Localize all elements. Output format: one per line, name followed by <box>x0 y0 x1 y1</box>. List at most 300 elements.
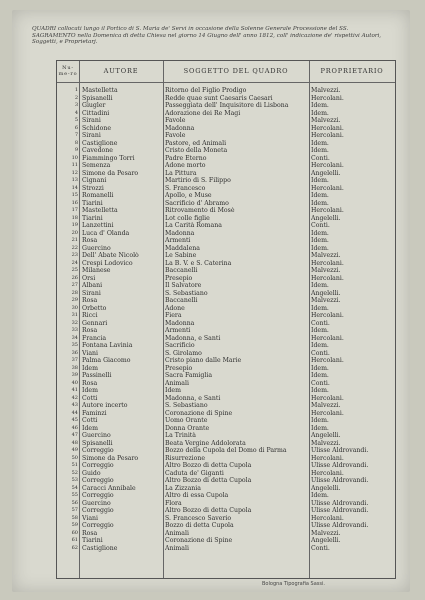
row-number: 20 <box>71 229 78 236</box>
row-number: 1 <box>74 87 78 93</box>
row-number: 62 <box>71 544 78 551</box>
document-sheet <box>12 10 410 592</box>
table-row <box>57 312 395 320</box>
row-number: 9 <box>74 147 78 153</box>
row-owner: Idem. <box>311 102 329 109</box>
row-subject: Redde quae sunt Caesaris Caesari <box>165 94 273 102</box>
row-author: Rosa <box>82 327 98 334</box>
row-subject: Bozzo di detta Cupola <box>165 522 234 529</box>
row-owner: Idem. <box>311 237 329 244</box>
row-author: Orsi <box>82 274 96 282</box>
row-author: Viani <box>82 514 98 522</box>
row-owner: Idem. <box>311 139 329 147</box>
row-number: 59 <box>71 522 78 528</box>
row-number: 21 <box>71 237 78 243</box>
table-row <box>57 492 395 500</box>
row-owner: Malvezzi. <box>311 297 341 304</box>
row-number: 34 <box>71 334 78 341</box>
row-number: 13 <box>71 177 78 183</box>
row-number: 39 <box>71 372 78 378</box>
row-owner: Angelelli. <box>311 537 341 544</box>
row-author: Cavedone <box>82 147 113 154</box>
row-author: Guercino <box>82 432 111 439</box>
table-row <box>57 485 395 493</box>
row-number: 41 <box>71 387 78 393</box>
row-author: Cotti <box>82 417 98 424</box>
table-row <box>57 530 395 538</box>
row-subject: Favole <box>165 117 186 124</box>
row-owner: Conti. <box>311 379 330 387</box>
table-row <box>57 327 395 335</box>
row-number: 6 <box>74 124 78 131</box>
row-number: 14 <box>71 184 78 191</box>
table-row <box>57 402 395 410</box>
row-owner: Idem. <box>311 109 329 117</box>
row-number: 12 <box>71 169 78 176</box>
table-row <box>57 170 395 178</box>
row-number: 36 <box>71 349 78 356</box>
row-owner: Idem. <box>311 372 329 379</box>
row-subject: Sacra Famiglia <box>165 372 213 379</box>
table-row <box>57 140 395 148</box>
row-author: Romanelli <box>82 192 114 199</box>
row-owner: Idem. <box>311 304 329 312</box>
row-subject: Maddalena <box>165 244 200 252</box>
document-intro: QUADRI collocati lungo il Portico di S. Maria de' Servi in occasione della Solenne Generale Processione del SS. SAGRAMENTO nella Domenica di detta Chiesa nel giorno 14 Giugno dell' anno 1812, coll' indicazione de' rispettivi Autori, Soggetti, e Proprietarj. <box>32 26 382 46</box>
row-author: Dell' Abate Nicolò <box>82 252 139 259</box>
row-author: Rosa <box>82 529 98 537</box>
table-row <box>57 395 395 403</box>
row-number: 54 <box>71 484 78 491</box>
table-row <box>57 222 395 230</box>
row-number: 50 <box>71 454 78 461</box>
row-subject: Ritorno del Figlio Prodigo <box>165 87 247 94</box>
row-author: Castiglione <box>82 139 118 147</box>
row-owner: Hercolani. <box>311 454 344 462</box>
row-author: Semenza <box>82 162 111 169</box>
row-author: Rosa <box>82 379 98 387</box>
table-row <box>57 110 395 118</box>
row-subject: S. Girolamo <box>165 349 202 357</box>
row-owner: Hercolani. <box>311 124 344 132</box>
row-subject: Beata Vergine Addolorata <box>165 439 246 447</box>
row-owner: Hercolani. <box>311 312 344 319</box>
row-owner: Ulisse Aldrovandi. <box>311 462 369 469</box>
row-number: 44 <box>71 409 78 416</box>
row-subject: Bozzo della Cupola del Domo di Parma <box>165 447 287 454</box>
row-author: Viani <box>82 349 98 357</box>
row-author: Correggio <box>82 492 114 499</box>
row-owner: Hercolani. <box>311 409 344 417</box>
row-number: 61 <box>71 537 78 543</box>
row-number: 49 <box>71 447 78 453</box>
row-number: 3 <box>74 102 78 108</box>
row-subject: Idem <box>165 387 181 394</box>
row-author: Correggio <box>82 477 114 484</box>
row-subject: Sacrificio d' Abramo <box>165 199 229 207</box>
row-subject: Caduta de' Giganti <box>165 469 224 477</box>
row-number: 52 <box>71 469 78 476</box>
table-row <box>57 185 395 193</box>
row-author: Tiarini <box>82 537 103 544</box>
row-author: Spisanelli <box>82 94 113 102</box>
row-owner: Ulisse Aldrovandi. <box>311 507 369 514</box>
row-number: 5 <box>74 117 78 123</box>
row-owner: Idem. <box>311 147 329 154</box>
header-number: Nu-me-ro <box>58 65 78 77</box>
row-subject: La Carità Romana <box>165 222 222 229</box>
row-owner: Malvezzi. <box>311 252 341 259</box>
row-author: Faminzi <box>82 409 107 417</box>
row-subject: Risurrezione <box>165 454 205 462</box>
row-subject: Madonna <box>165 319 195 327</box>
row-author: Strozzi <box>82 184 104 192</box>
table-row <box>57 125 395 133</box>
row-number: 55 <box>71 492 78 498</box>
row-author: Lanzettini <box>82 222 114 229</box>
table-row <box>57 102 395 110</box>
table-row <box>57 305 395 313</box>
table-row <box>57 162 395 170</box>
row-number: 28 <box>71 289 78 296</box>
row-number: 57 <box>71 507 78 513</box>
row-author: Correggio <box>82 462 114 469</box>
row-author: Fiammingo Torri <box>82 154 135 162</box>
table-row <box>57 387 395 395</box>
row-number: 60 <box>71 529 78 536</box>
row-owner: Idem. <box>311 229 329 237</box>
row-author: Francia <box>82 334 107 342</box>
row-subject: Apollo, e Muse <box>165 192 212 199</box>
table-row <box>57 477 395 485</box>
row-author: Rosa <box>82 297 98 304</box>
row-owner: Idem. <box>311 342 329 349</box>
row-author: Sirani <box>82 132 101 139</box>
row-number: 53 <box>71 477 78 483</box>
table-row <box>57 455 395 463</box>
row-number: 10 <box>71 154 78 161</box>
row-subject: Adorazione dei Re Magi <box>165 109 241 117</box>
row-number: 16 <box>71 199 78 206</box>
row-author: Luca d' Olanda <box>82 229 130 237</box>
row-number: 45 <box>71 417 78 423</box>
row-subject: Armenti <box>165 237 191 244</box>
row-subject: Madonna <box>165 124 195 132</box>
header-author: AUTORE <box>103 67 139 75</box>
row-subject: La B. V. e S. Caterina <box>165 259 232 267</box>
row-owner: Ulisse Aldrovandi. <box>311 477 369 484</box>
row-subject: Altro Bozzo di detta Cupola <box>165 477 252 484</box>
row-owner: Hercolani. <box>311 94 344 102</box>
row-author: Ricci <box>82 312 98 319</box>
row-subject: Sacrificio <box>165 342 195 349</box>
row-number: 35 <box>71 342 78 348</box>
row-author: Mastelletta <box>82 87 118 94</box>
row-owner: Angelelli. <box>311 169 341 177</box>
row-author: Passinelli <box>82 372 112 379</box>
row-author: Correggio <box>82 507 114 514</box>
table-row <box>57 372 395 380</box>
table-row <box>57 417 395 425</box>
table-row <box>57 155 395 163</box>
row-owner: Conti. <box>311 222 330 229</box>
row-author: Idem <box>82 387 98 394</box>
row-author: Sirani <box>82 289 101 297</box>
table-row <box>57 267 395 275</box>
row-owner: Hercolani. <box>311 274 344 282</box>
row-number: 29 <box>71 297 78 303</box>
header-subject: SOGGETTO DEL QUADRO <box>183 67 289 75</box>
row-subject: Donna Orante <box>165 424 210 432</box>
row-author: Cotti <box>82 394 98 402</box>
row-owner: Idem. <box>311 387 329 394</box>
row-subject: Passeggiata dell' Inquisitore di Lisbona <box>165 102 289 109</box>
row-number: 40 <box>71 379 78 386</box>
row-number: 2 <box>74 94 78 101</box>
table-row <box>57 117 395 125</box>
row-owner: Idem. <box>311 492 329 499</box>
table-row <box>57 425 395 433</box>
table-row <box>57 87 395 95</box>
table-row <box>57 522 395 530</box>
row-owner: Malvezzi. <box>311 267 341 274</box>
row-author: Fontana Lavinia <box>82 342 133 349</box>
table-row <box>57 365 395 373</box>
row-subject: Pastore, ed Animali <box>165 139 227 147</box>
row-subject: Presepio <box>165 364 193 372</box>
row-number: 56 <box>71 499 78 506</box>
row-author: Cittadini <box>82 109 110 117</box>
row-number: 17 <box>71 207 78 213</box>
row-subject: Ritrovamento di Mosè <box>165 207 235 214</box>
row-owner: Conti. <box>311 319 330 327</box>
row-owner: Malvezzi. <box>311 117 341 124</box>
row-subject: Uomo Orante <box>165 417 208 424</box>
row-number: 15 <box>71 192 78 198</box>
row-owner: Ulisse Aldrovandi. <box>311 499 369 507</box>
header-divider <box>57 82 395 83</box>
row-subject: Animali <box>165 544 189 552</box>
row-number: 47 <box>71 432 78 438</box>
row-owner: Idem. <box>311 199 329 207</box>
row-subject: Altro Bozzo di detta Cupola <box>165 462 252 469</box>
row-owner: Hercolani. <box>311 259 344 267</box>
row-author: Simone da Pesaro <box>82 454 139 462</box>
row-subject: Altro Bozzo di detta Cupola <box>165 507 252 514</box>
row-owner: Hercolani. <box>311 184 344 192</box>
row-owner: Malvezzi. <box>311 439 341 447</box>
table-row <box>57 297 395 305</box>
table-row <box>57 282 395 290</box>
row-author: Correggio <box>82 447 114 454</box>
row-subject: Altro di essa Cupola <box>165 492 229 499</box>
row-author: Mastelletta <box>82 207 118 214</box>
row-owner: Angelelli. <box>311 214 341 222</box>
row-author: Spisanelli <box>82 439 113 447</box>
row-number: 43 <box>71 402 78 408</box>
row-author: Correggio <box>82 522 114 529</box>
table-row <box>57 320 395 328</box>
row-number: 46 <box>71 424 78 431</box>
table-row <box>57 470 395 478</box>
row-number: 24 <box>71 259 78 266</box>
table-row <box>57 432 395 440</box>
row-owner: Hercolani. <box>311 132 344 139</box>
row-number: 37 <box>71 357 78 363</box>
table-frame <box>56 60 396 579</box>
row-author: Autore incerto <box>82 402 128 409</box>
row-subject: Fiera <box>165 312 182 319</box>
row-number: 23 <box>71 252 78 258</box>
row-author: Tiarini <box>82 214 103 222</box>
row-owner: Hercolani. <box>311 357 344 364</box>
row-subject: Cristo piano dalle Marie <box>165 357 242 364</box>
table-row <box>57 350 395 358</box>
row-subject: La Zizzania <box>165 484 201 492</box>
table-row <box>57 440 395 448</box>
row-author: Palma Giacomo <box>82 357 131 364</box>
row-owner: Conti. <box>311 349 330 357</box>
row-number: 4 <box>74 109 78 116</box>
table-row <box>57 515 395 523</box>
row-owner: Idem. <box>311 244 329 252</box>
row-owner: Idem. <box>311 417 329 424</box>
table-row <box>57 245 395 253</box>
row-subject: S. Francesco <box>165 184 206 192</box>
table-row <box>57 230 395 238</box>
row-subject: Favole <box>165 132 186 139</box>
row-author: Guercino <box>82 244 111 252</box>
row-subject: Le Sabine <box>165 252 197 259</box>
row-author: Cignani <box>82 177 107 184</box>
row-owner: Hercolani. <box>311 334 344 342</box>
table-row <box>57 237 395 245</box>
row-owner: Idem. <box>311 192 329 199</box>
row-subject: Baccanelli <box>165 267 198 274</box>
table-row <box>57 252 395 260</box>
table-row <box>57 447 395 455</box>
row-subject: Animali <box>165 529 189 537</box>
row-author: Rosa <box>82 237 98 244</box>
row-subject: Flora <box>165 499 182 507</box>
row-number: 30 <box>71 304 78 311</box>
row-author: Schidone <box>82 124 112 132</box>
table-row <box>57 260 395 268</box>
row-number: 27 <box>71 282 78 288</box>
table-row <box>57 290 395 298</box>
row-subject: Madonna, e Santi <box>165 394 221 402</box>
row-owner: Angelelli. <box>311 289 341 297</box>
row-owner: Malvezzi. <box>311 529 341 537</box>
row-subject: Madonna <box>165 229 195 237</box>
table-row <box>57 335 395 343</box>
row-subject: Presepio <box>165 274 193 282</box>
row-owner: Angelelli. <box>311 484 341 492</box>
row-number: 26 <box>71 274 78 281</box>
row-author: Idem <box>82 424 98 432</box>
row-subject: La Trinità <box>165 432 196 439</box>
row-author: Castiglione <box>82 544 118 552</box>
row-owner: Conti. <box>311 544 330 552</box>
row-subject: Il Salvatore <box>165 282 202 289</box>
row-owner: Hercolani. <box>311 207 344 214</box>
row-author: Orbetto <box>82 304 107 312</box>
table-row <box>57 507 395 515</box>
row-owner: Idem. <box>311 364 329 372</box>
table-row <box>57 380 395 388</box>
table-row <box>57 537 395 545</box>
table-row <box>57 207 395 215</box>
row-number: 38 <box>71 364 78 371</box>
row-owner: Ulisse Aldrovandi. <box>311 522 369 529</box>
row-number: 58 <box>71 514 78 521</box>
row-author: Idem <box>82 364 98 372</box>
row-author: Milanese <box>82 267 111 274</box>
row-number: 51 <box>71 462 78 468</box>
row-owner: Idem. <box>311 282 329 289</box>
row-subject: Adone <box>165 304 185 312</box>
row-owner: Conti. <box>311 154 330 162</box>
table-row <box>57 177 395 185</box>
row-number: 32 <box>71 319 78 326</box>
table-row <box>57 500 395 508</box>
row-subject: La Pittura <box>165 169 197 177</box>
table-row <box>57 357 395 365</box>
row-author: Giugler <box>82 102 106 109</box>
table-row <box>57 462 395 470</box>
table-row <box>57 132 395 140</box>
row-subject: Padre Eterno <box>165 154 207 162</box>
row-subject: Madonna, e Santi <box>165 334 221 342</box>
row-number: 11 <box>71 162 78 168</box>
row-subject: Armenti <box>165 327 191 334</box>
row-subject: Baccanelli <box>165 297 198 304</box>
row-subject: Adone morto <box>165 162 206 169</box>
row-subject: Coronazione di Spine <box>165 537 233 544</box>
row-number: 48 <box>71 439 78 446</box>
row-owner: Idem. <box>311 424 329 432</box>
row-number: 33 <box>71 327 78 333</box>
header-owner: PROPRIETARIO <box>320 67 384 75</box>
row-subject: Cristo della Moneta <box>165 147 228 154</box>
row-number: 25 <box>71 267 78 273</box>
row-author: Simone da Pesaro <box>82 169 139 177</box>
row-author: Guido <box>82 469 101 477</box>
row-owner: Hercolani. <box>311 394 344 402</box>
row-owner: Idem. <box>311 327 329 334</box>
table-row <box>57 342 395 350</box>
row-author: Tiarini <box>82 199 103 207</box>
row-author: Albani <box>82 282 103 289</box>
row-author: Sirani <box>82 117 101 124</box>
row-number: 42 <box>71 394 78 401</box>
row-number: 7 <box>74 132 78 138</box>
row-owner: Idem. <box>311 177 329 184</box>
row-owner: Angelelli. <box>311 432 341 439</box>
row-owner: Hercolani. <box>311 514 344 522</box>
row-subject: S. Sebastiano <box>165 402 208 409</box>
row-author: Crespi Lodovico <box>82 259 133 267</box>
table-row <box>57 215 395 223</box>
row-subject: Lot colle figlie <box>165 214 210 222</box>
row-number: 18 <box>71 214 78 221</box>
table-row <box>57 147 395 155</box>
table-row <box>57 200 395 208</box>
table-row <box>57 275 395 283</box>
row-owner: Ulisse Aldrovandi. <box>311 447 369 454</box>
row-subject: Animali <box>165 379 189 387</box>
row-number: 22 <box>71 244 78 251</box>
